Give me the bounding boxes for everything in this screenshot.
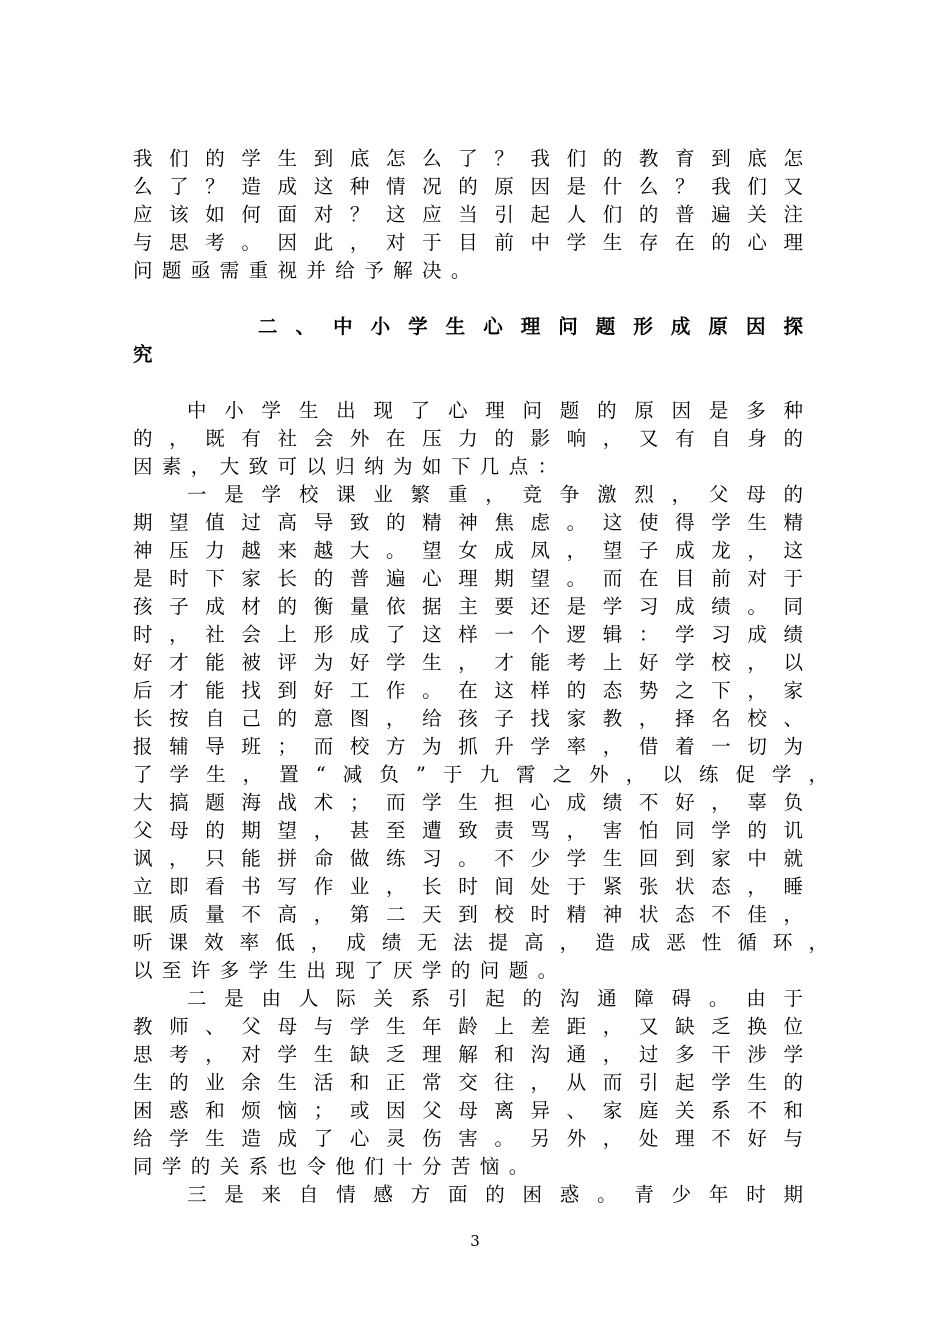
section-heading: 二、中小学生心理问题形成原因探 <box>258 315 803 338</box>
text-line: 讽，只能拼命做练习。不少学生回到家中就 <box>133 847 803 870</box>
text-line: 好才能被评为好学生，才能考上好学校，以 <box>133 651 803 674</box>
text-line: 么了？造成这种情况的原因是什么？我们又 <box>133 175 803 198</box>
page-number: 3 <box>470 1232 480 1250</box>
text-line: 后才能找到好工作。在这样的态势之下，家 <box>133 679 803 702</box>
text-line: 我们的学生到底怎么了？我们的教育到底怎 <box>133 147 803 170</box>
text-line: 困惑和烦恼；或因父母离异、家庭关系不和 <box>133 1099 803 1122</box>
text-line: 时，社会上形成了这样一个逻辑：学习成绩 <box>133 623 803 646</box>
text-line: 思考，对学生缺乏理解和沟通，过多干涉学 <box>133 1043 803 1066</box>
text-line: 与思考。因此，对于目前中学生存在的心理 <box>133 231 803 254</box>
text-line: 长按自己的意图，给孩子找家教，择名校、 <box>133 707 803 730</box>
text-line: 孩子成材的衡量依据主要还是学习成绩。同 <box>133 595 803 618</box>
text-line: 应该如何面对？这应当引起人们的普遍关注 <box>133 203 803 226</box>
section-heading-continuation: 究 <box>133 343 153 366</box>
text-line: 因素，大致可以归纳为如下几点： <box>133 455 567 478</box>
text-line: 了学生，置“减负”于九霄之外，以练促学， <box>133 763 828 786</box>
text-line: 父母的期望，甚至遭致责骂，害怕同学的讥 <box>133 819 803 842</box>
text-line: 同学的关系也令他们十分苦恼。 <box>133 1155 538 1178</box>
text-line: 的，既有社会外在压力的影响，又有自身的 <box>133 427 803 450</box>
text-line: 生的业余生活和正常交往，从而引起学生的 <box>133 1071 803 1094</box>
text-line: 期望值过高导致的精神焦虑。这使得学生精 <box>133 511 803 534</box>
text-line: 给学生造成了心灵伤害。另外，处理不好与 <box>133 1127 803 1150</box>
text-line: 眠质量不高，第二天到校时精神状态不佳， <box>133 903 803 926</box>
text-line: 二是由人际关系引起的沟通障碍。由于 <box>187 987 803 1010</box>
text-line: 大搞题海战术；而学生担心成绩不好，辜负 <box>133 791 803 814</box>
text-line: 一是学校课业繁重，竞争激烈，父母的 <box>187 483 803 506</box>
text-line: 神压力越来越大。望女成凤，望子成龙，这 <box>133 539 803 562</box>
text-line: 三是来自情感方面的困惑。青少年时期 <box>187 1183 803 1206</box>
text-line: 问题亟需重视并给予解决。 <box>133 259 480 282</box>
text-line: 教师、父母与学生年龄上差距，又缺乏换位 <box>133 1015 803 1038</box>
text-line: 听课效率低，成绩无法提高，造成恶性循环， <box>133 931 828 954</box>
text-line: 以至许多学生出现了厌学的问题。 <box>133 959 567 982</box>
text-line: 报辅导班；而校方为抓升学率，借着一切为 <box>133 735 803 758</box>
text-line: 是时下家长的普遍心理期望。而在目前对于 <box>133 567 803 590</box>
text-line: 立即看书写作业，长时间处于紧张状态，睡 <box>133 875 803 898</box>
text-line: 中小学生出现了心理问题的原因是多种 <box>187 399 803 422</box>
